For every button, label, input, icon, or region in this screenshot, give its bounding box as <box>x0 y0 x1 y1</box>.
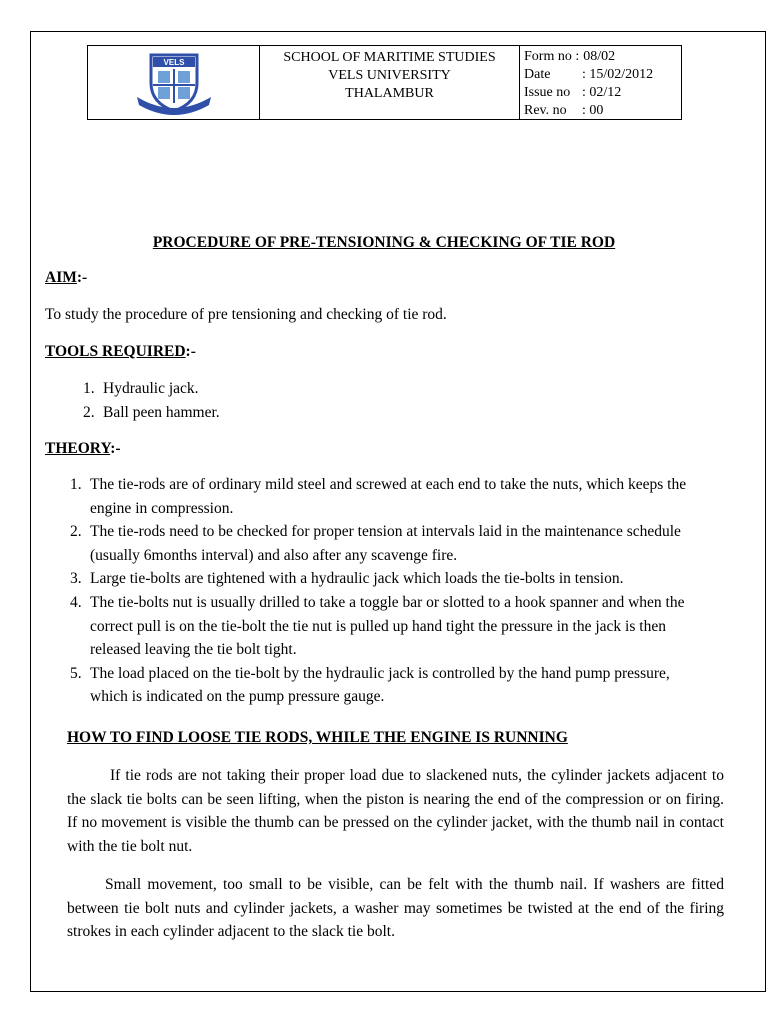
university-name: VELS UNIVERSITY <box>328 68 451 83</box>
list-text: The tie-bolts nut is usually drilled to take a toggle bar or slotted to a hook spanner and when the correct pull is on the tie-bolt the tie nut is pulled up hand tight the pressure in the jack is then released leaving the tie bolt tight. <box>90 593 685 659</box>
aim-text: To study the procedure of pre tensioning and checking of tie rod. <box>45 306 447 323</box>
list-number: 2. <box>70 523 82 541</box>
rev-value: : 00 <box>582 103 604 118</box>
institution-cell <box>260 46 520 119</box>
rev-row <box>524 102 681 120</box>
list-text: The tie-rods are of ordinary mild steel and screwed at each end to take the nuts, which keeps the engine in compression. <box>90 476 687 517</box>
list-number: 1. <box>70 476 82 493</box>
date-value: : 15/02/2012 <box>582 67 654 82</box>
theory-suffix: :- <box>110 440 121 457</box>
rev-label: Rev. no <box>524 103 567 118</box>
list-number: 4. <box>70 593 82 611</box>
issue-row <box>524 84 681 102</box>
theory-list <box>70 473 710 709</box>
form-no-label: Form no : <box>524 49 580 64</box>
aim-suffix: :- <box>76 269 88 286</box>
list-item <box>83 401 723 425</box>
list-text: Ball peen hammer. <box>103 403 220 421</box>
list-text: The load placed on the tie-bolt by the hydraulic jack is controlled by the hand pump pressure, which is indicated on the pump pressure gauge. <box>90 664 670 706</box>
list-item <box>70 567 710 591</box>
form-meta-cell <box>520 46 681 119</box>
university-crest-icon <box>129 49 219 117</box>
aim-heading: AIM <box>45 269 77 286</box>
form-no-value: 08/02 <box>583 49 616 64</box>
date-label: Date <box>524 67 551 82</box>
logo-text: VELS <box>163 57 184 67</box>
theory-heading-line <box>45 437 121 461</box>
tools-heading: TOOLS REQUIRED <box>45 343 186 360</box>
list-item <box>70 591 710 662</box>
list-item <box>70 662 710 709</box>
issue-label: Issue no <box>524 85 571 100</box>
list-item <box>83 377 723 401</box>
list-number: 1. <box>83 380 95 397</box>
logo-cell <box>88 46 260 119</box>
loose-tie-rods-heading: HOW TO FIND LOOSE TIE RODS, WHILE THE ENGINE IS RUNNING <box>67 729 568 746</box>
tools-heading-line <box>45 340 196 364</box>
header-table <box>87 45 682 120</box>
tools-suffix: :- <box>185 343 196 360</box>
form-no-row <box>524 48 681 66</box>
school-name: SCHOOL OF MARITIME STUDIES <box>283 50 496 65</box>
issue-value: : 02/12 <box>582 85 622 100</box>
list-item <box>70 520 710 567</box>
loose-paragraph-2: Small movement, too small to be visible, can be felt with the thumb nail. If washers are fitted between tie bolt nuts and cylinder jackets, a washer may sometimes be twisted at the end of the firing strokes in each cylinder adjacent to the slack tie bolt. <box>67 876 724 941</box>
list-text: Large tie-bolts are tightened with a hydraulic jack which loads the tie-bolts in tension. <box>90 570 624 588</box>
list-number: 2. <box>83 403 95 421</box>
tools-list <box>83 377 723 424</box>
date-row <box>524 66 681 84</box>
loose-paragraph-1: If tie rods are not taking their proper load due to slackened nuts, the cylinder jackets adjacent to the slack tie bolts can be seen lifting, when the piston is nearing the end of the compression or on firing. If no movement is visible the thumb can be pressed on the cylinder jacket, with the thumb nail in contact with the tie bolt nut. <box>67 767 724 855</box>
list-number: 3. <box>70 570 82 588</box>
document-title: PROCEDURE OF PRE-TENSIONING & CHECKING OF TIE ROD <box>152 234 616 251</box>
list-text: The tie-rods need to be checked for proper tension at intervals laid in the maintenance schedule (usually 6months interval) and also after any scavenge fire. <box>90 523 681 564</box>
place-name: THALAMBUR <box>345 86 434 101</box>
list-text: Hydraulic jack. <box>103 380 199 397</box>
list-item <box>70 473 710 520</box>
list-number: 5. <box>70 664 82 682</box>
aim-heading-line <box>45 266 87 290</box>
theory-heading: THEORY <box>45 440 111 457</box>
